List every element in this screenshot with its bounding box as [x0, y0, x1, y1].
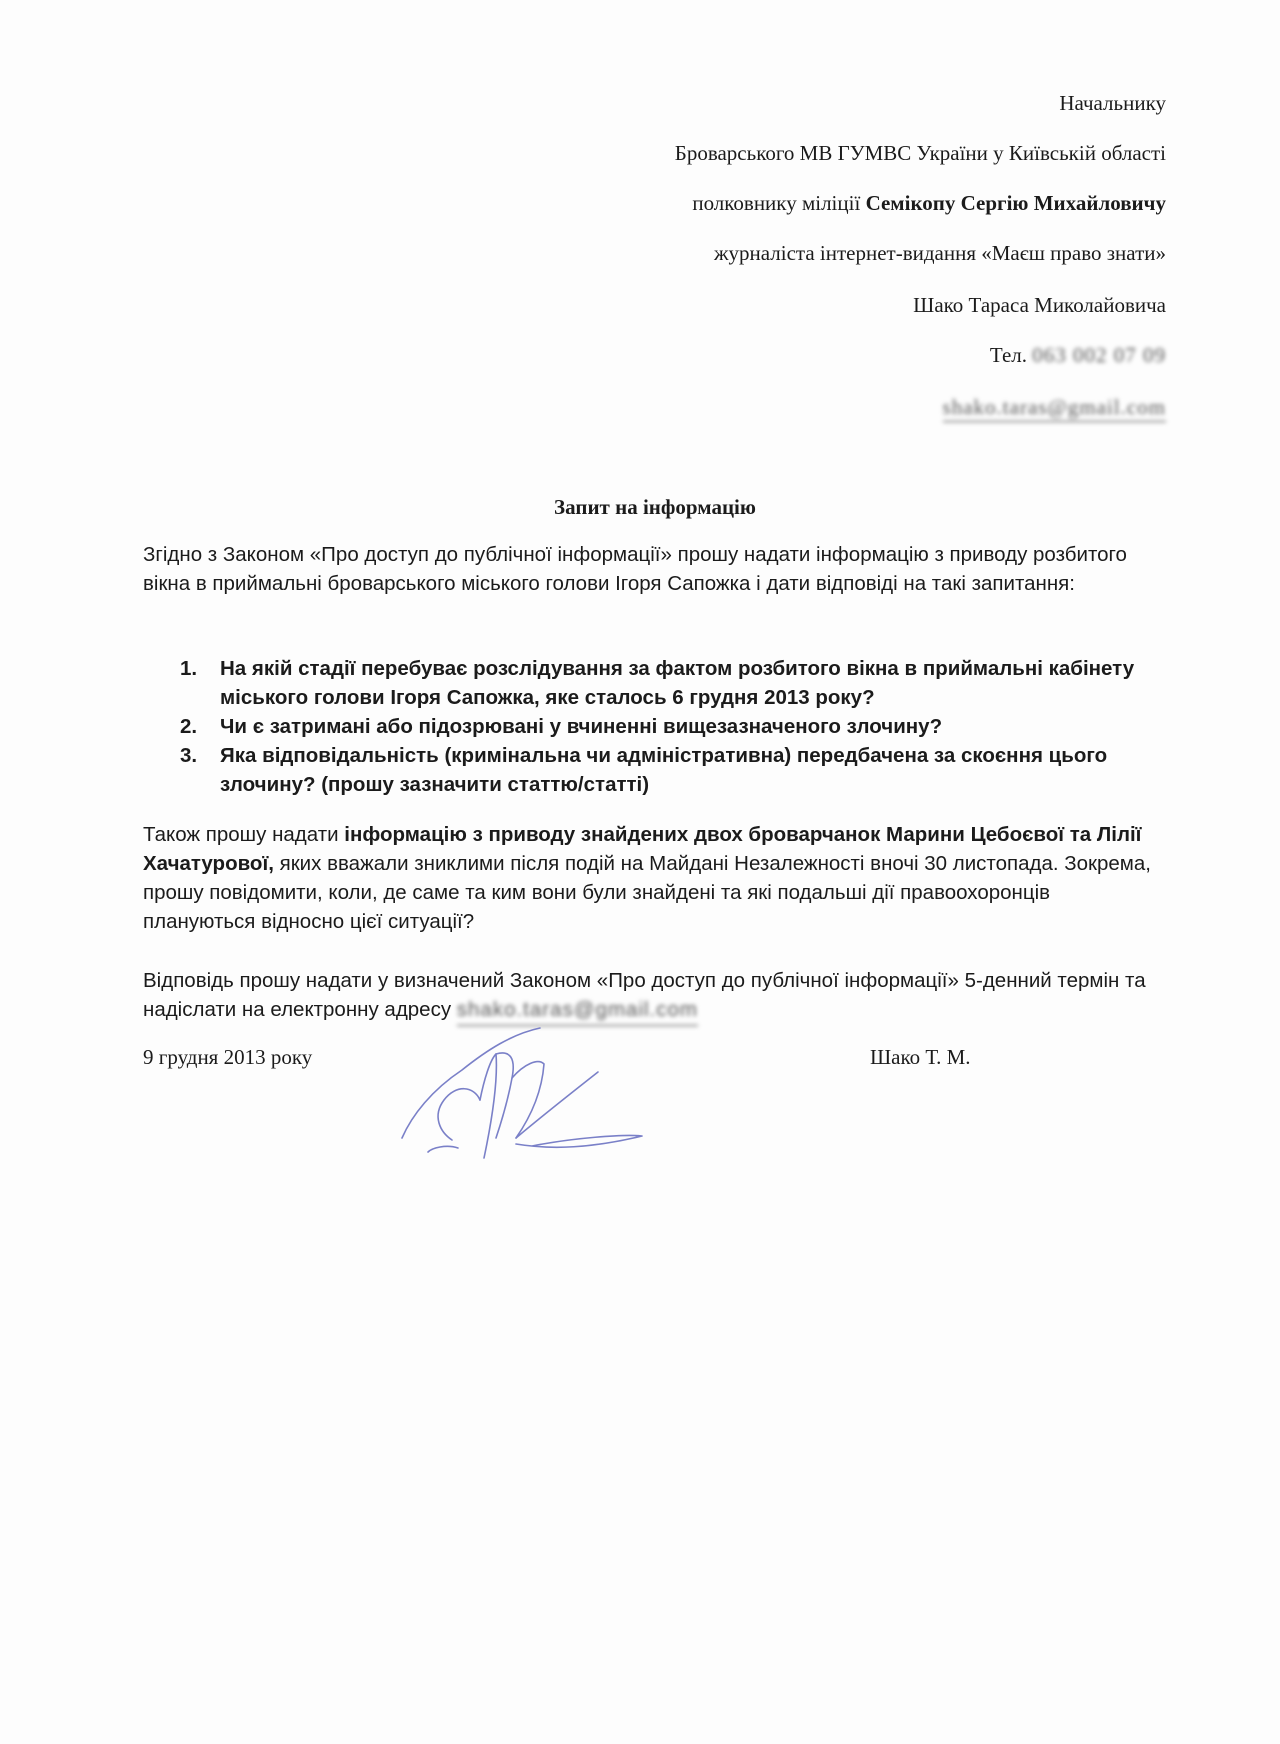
question-text: Чи є затримані або підозрювані у вчиненні вищезазначеного злочину? — [220, 715, 943, 738]
phone-label: Тел. — [989, 343, 1033, 367]
sender-name: Шако Тараса Миколайовича — [913, 293, 1166, 317]
intro-paragraph: Згідно з Законом «Про доступ до публічної інформації» прошу надати інформацію з приводу розбитого вікна в приймальні броварського міського голови Ігоря Сапожка і дати відповіді на такі запитання: — [143, 543, 1127, 595]
para2-prefix: Також прошу надати — [143, 823, 345, 846]
sender-phone — [990, 342, 1166, 368]
addressee-name: Семікопу Сергію Михайловичу — [865, 191, 1166, 215]
sender-position: журналіста інтернет-видання «Маєш право знати» — [714, 241, 1166, 265]
sender-email — [943, 394, 1166, 422]
addressee-title: Начальнику — [1059, 91, 1166, 115]
para3-email-redacted: shako.taras@gmail.com — [457, 995, 698, 1026]
third-paragraph — [143, 966, 1163, 1026]
question-item — [180, 654, 1170, 712]
para3-text: Відповідь прошу надати у визначений Законом «Про доступ до публічної інформації» 5-денний термін та надіслати на електронну адресу — [143, 969, 1146, 1021]
question-text: На якій стадії перебуває розслідування за фактом розбитого вікна в приймальні кабінету міського голови Ігоря Сапожка, яке сталось 6 грудня 2013 року? — [220, 657, 1135, 709]
para2-bold: інформацію з приводу знайдених двох броварчанок Марини Цебоєвої та Лілії Хачатурової, — [143, 823, 1142, 875]
addressee-person — [692, 190, 1166, 216]
question-number: 1. — [180, 657, 198, 680]
document-title: Запит на інформацію — [554, 495, 756, 519]
addressee-rank: полковнику міліції — [692, 191, 866, 215]
para2-suffix: яких вважали зниклими після подій на Майдані Незалежності вночі 30 листопада. Зокрема, прошу повідомити, коли, де саме та ким вони були знайдені та які подальші дії правоохоронців плануються відносно цієї ситуації? — [143, 852, 1151, 933]
signer-name: Шако Т. М. — [870, 1045, 971, 1069]
question-text: Яка відповідальність (кримінальна чи адміністративна) передбачена за скоєння цього злочину? (прошу зазначити статтю/статті) — [220, 744, 1108, 796]
question-number: 3. — [180, 744, 198, 767]
phone-redacted: 063 002 07 09 — [1032, 343, 1166, 367]
document-date: 9 грудня 2013 року — [143, 1045, 313, 1069]
addressee-department: Броварського МВ ГУМВС України у Київській області — [674, 141, 1166, 165]
email-redacted: shako.taras@gmail.com — [943, 394, 1166, 422]
question-number: 2. — [180, 715, 198, 738]
question-item — [180, 741, 1170, 799]
handwritten-signature — [392, 1020, 662, 1170]
questions-list — [180, 654, 1170, 799]
second-paragraph — [143, 820, 1163, 936]
question-item — [180, 712, 1170, 741]
